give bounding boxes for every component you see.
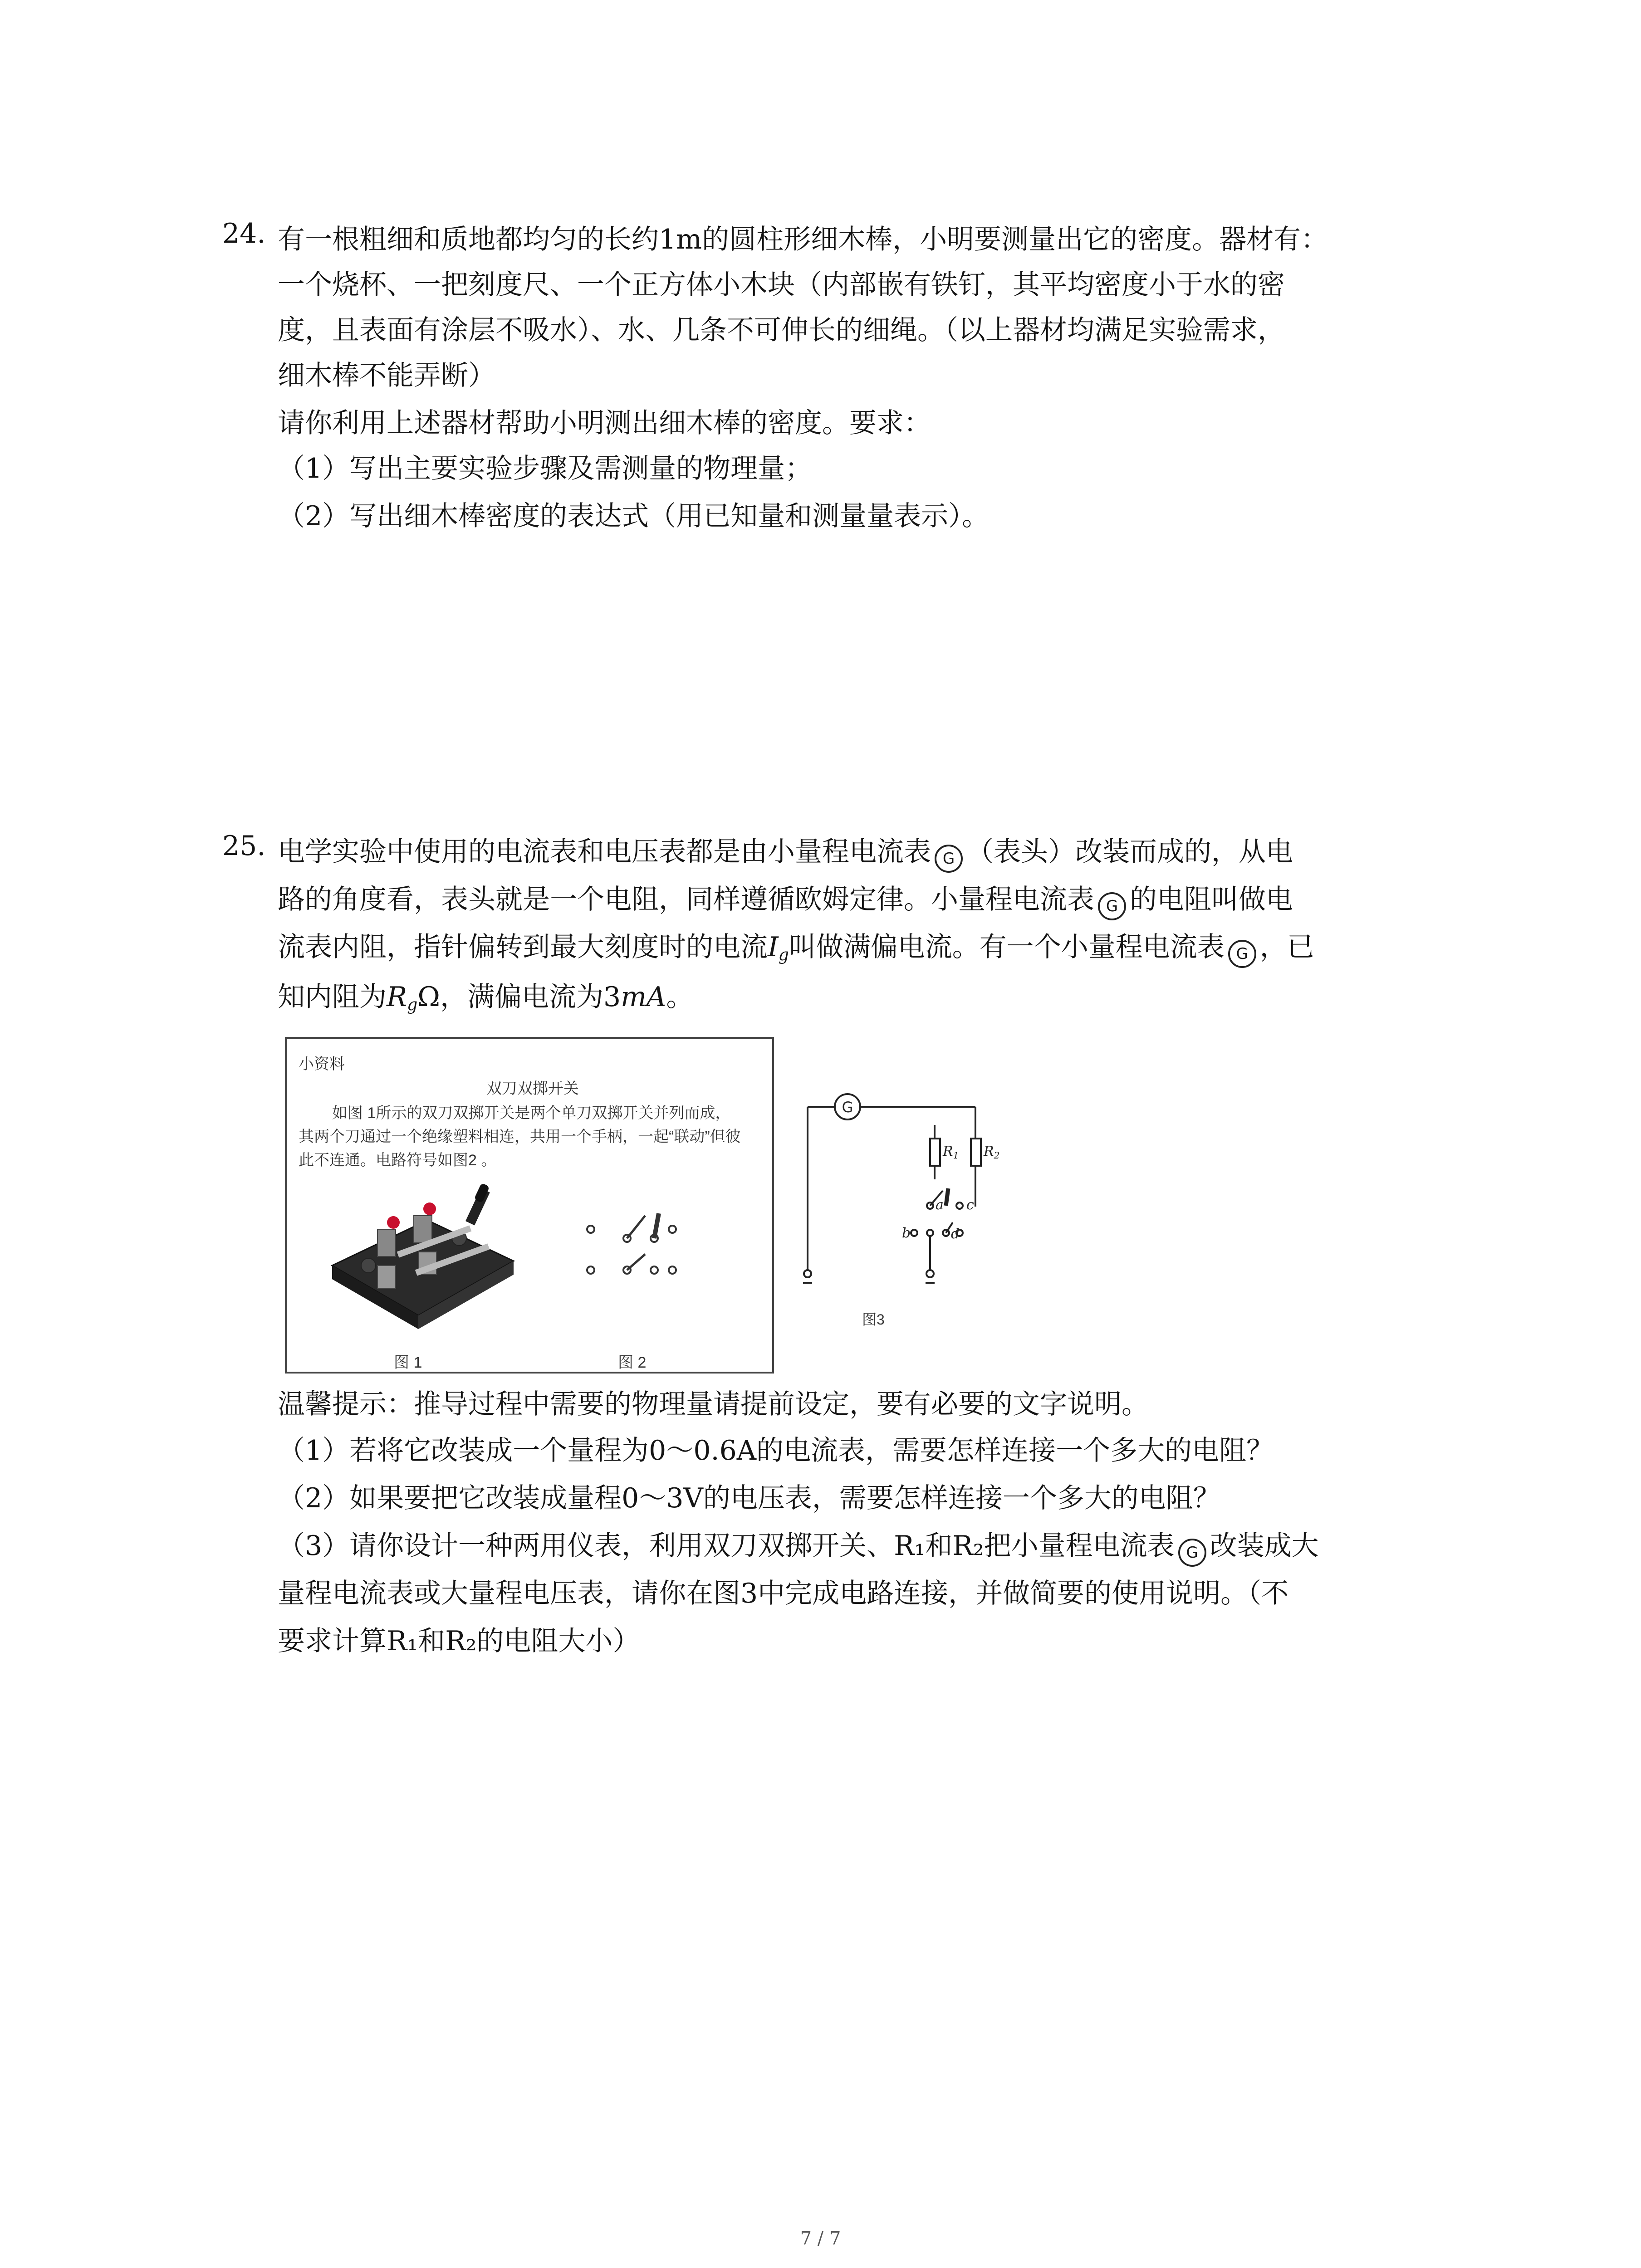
fig3-caption: 图3 <box>862 1311 885 1328</box>
q24-line-4: 细木棒不能弄断） <box>278 360 495 391</box>
galvanometer-icon: G <box>935 845 963 873</box>
q25-part-3-line-1 <box>278 1524 1319 1567</box>
fig3-label-c: c <box>966 1197 974 1213</box>
q25-line-3 <box>278 925 1314 968</box>
material-text-3: 此不连通。电路符号如图2 。 <box>299 1152 497 1169</box>
unit-ma: mA <box>621 981 666 1013</box>
material-text-2: 其两个刀通过一个绝缘塑料相连，共用一个手柄，一起“联动”但彼 <box>299 1128 741 1145</box>
fig3-label-a: a <box>936 1197 944 1213</box>
q25-part-1: （1）若将它改装成一个量程为0～0.6A的电流表，需要怎样连接一个多大的电阻？ <box>278 1435 1274 1466</box>
q25-line1-a: 电学实验中使用的电流表和电压表都是由小量程电流表 <box>278 836 931 868</box>
q25-line4-a: 知内阻为 <box>278 981 387 1013</box>
q25-line2-b: 的电阻叫做电 <box>1130 884 1293 915</box>
question-25-number: 25. <box>222 830 266 862</box>
q24-line-7: （2）写出细木棒密度的表达式（用已知量和测量量表示）。 <box>278 500 989 532</box>
galvanometer-icon: G <box>1098 892 1126 920</box>
fig3-r2-label: $R_2$ <box>984 1144 1000 1161</box>
knife-switch-photo <box>323 1175 523 1338</box>
question-24-number: 24. <box>222 218 266 249</box>
material-box <box>285 1037 774 1374</box>
ig-symbol: $I_g$ <box>768 931 789 964</box>
q25-part-3-line-3: 要求计算R₁和R₂的电阻大小） <box>278 1625 640 1657</box>
q25-line3-b: 叫做满偏电流。有一个小量程电流表 <box>789 931 1225 963</box>
material-header: 小资料 <box>299 1056 345 1073</box>
q25-line-4 <box>278 975 693 1014</box>
page-footer: 7 / 7 <box>800 2228 841 2249</box>
fig2-caption: 图 2 <box>618 1354 647 1371</box>
q24-line-3: 度，且表面有涂层不吸水）、水、几条不可伸长的细绳。（以上器材均满足实验需求， <box>278 314 1285 346</box>
q25-line1-b: （表头）改装而成的，从电 <box>966 836 1293 868</box>
q25-line4-b: Ω，满偏电流为3 <box>417 981 621 1013</box>
q25-line3-a: 流表内阻，指针偏转到最大刻度时的电流 <box>278 931 768 963</box>
q25-p3-b: 改装成大 <box>1210 1530 1319 1562</box>
figure-3-circuit <box>798 1089 1053 1343</box>
galvanometer-icon: G <box>1178 1539 1206 1567</box>
rg-symbol: $R_g$ <box>387 981 418 1014</box>
fig3-label-d: d <box>951 1226 960 1242</box>
q24-line-1: 有一根粗细和质地都均匀的长约1m的圆柱形细木棒，小明要测量出它的密度。器材有： <box>278 224 1328 255</box>
q24-line-5: 请你利用上述器材帮助小明测出细木棒的密度。要求： <box>278 407 931 439</box>
fig1-caption: 图 1 <box>394 1354 422 1371</box>
dpdt-switch-symbol <box>582 1211 700 1293</box>
q25-part-2: （2）如果要把它改装成量程0～3V的电压表，需要怎样连接一个多大的电阻？ <box>278 1482 1220 1514</box>
q24-line-2: 一个烧杯、一把刻度尺、一个正方体小木块（内部嵌有铁钉，其平均密度小于水的密 <box>278 269 1285 301</box>
material-title: 双刀双掷开关 <box>486 1080 579 1097</box>
q25-part-3-line-2: 量程电流表或大量程电压表，请你在图3中完成电路连接，并做简要的使用说明。（不 <box>278 1578 1289 1609</box>
q25-line3-c: ，已 <box>1259 931 1314 963</box>
material-text-1: 如图 1所示的双刀双掷开关是两个单刀双掷开关并列而成， <box>332 1105 731 1122</box>
q25-p3-a: （3）请你设计一种两用仪表，利用双刀双掷开关、R₁和R₂把小量程电流表 <box>278 1530 1175 1562</box>
q25-tip: 温馨提示：推导过程中需要的物理量请提前设定，要有必要的文字说明。 <box>278 1388 1149 1420</box>
q25-line2-a: 路的角度看，表头就是一个电阻，同样遵循欧姆定律。小量程电流表 <box>278 884 1094 915</box>
q24-line-6: （1）写出主要实验步骤及需测量的物理量； <box>278 453 813 484</box>
q25-line4-c: 。 <box>666 981 694 1013</box>
q25-line-2 <box>278 878 1293 920</box>
fig3-label-b: b <box>902 1225 911 1241</box>
fig3-g-label: G <box>842 1099 853 1116</box>
galvanometer-icon: G <box>1228 940 1256 968</box>
q25-line-1 <box>278 830 1293 873</box>
fig3-r1-label: $R_1$ <box>943 1144 959 1161</box>
